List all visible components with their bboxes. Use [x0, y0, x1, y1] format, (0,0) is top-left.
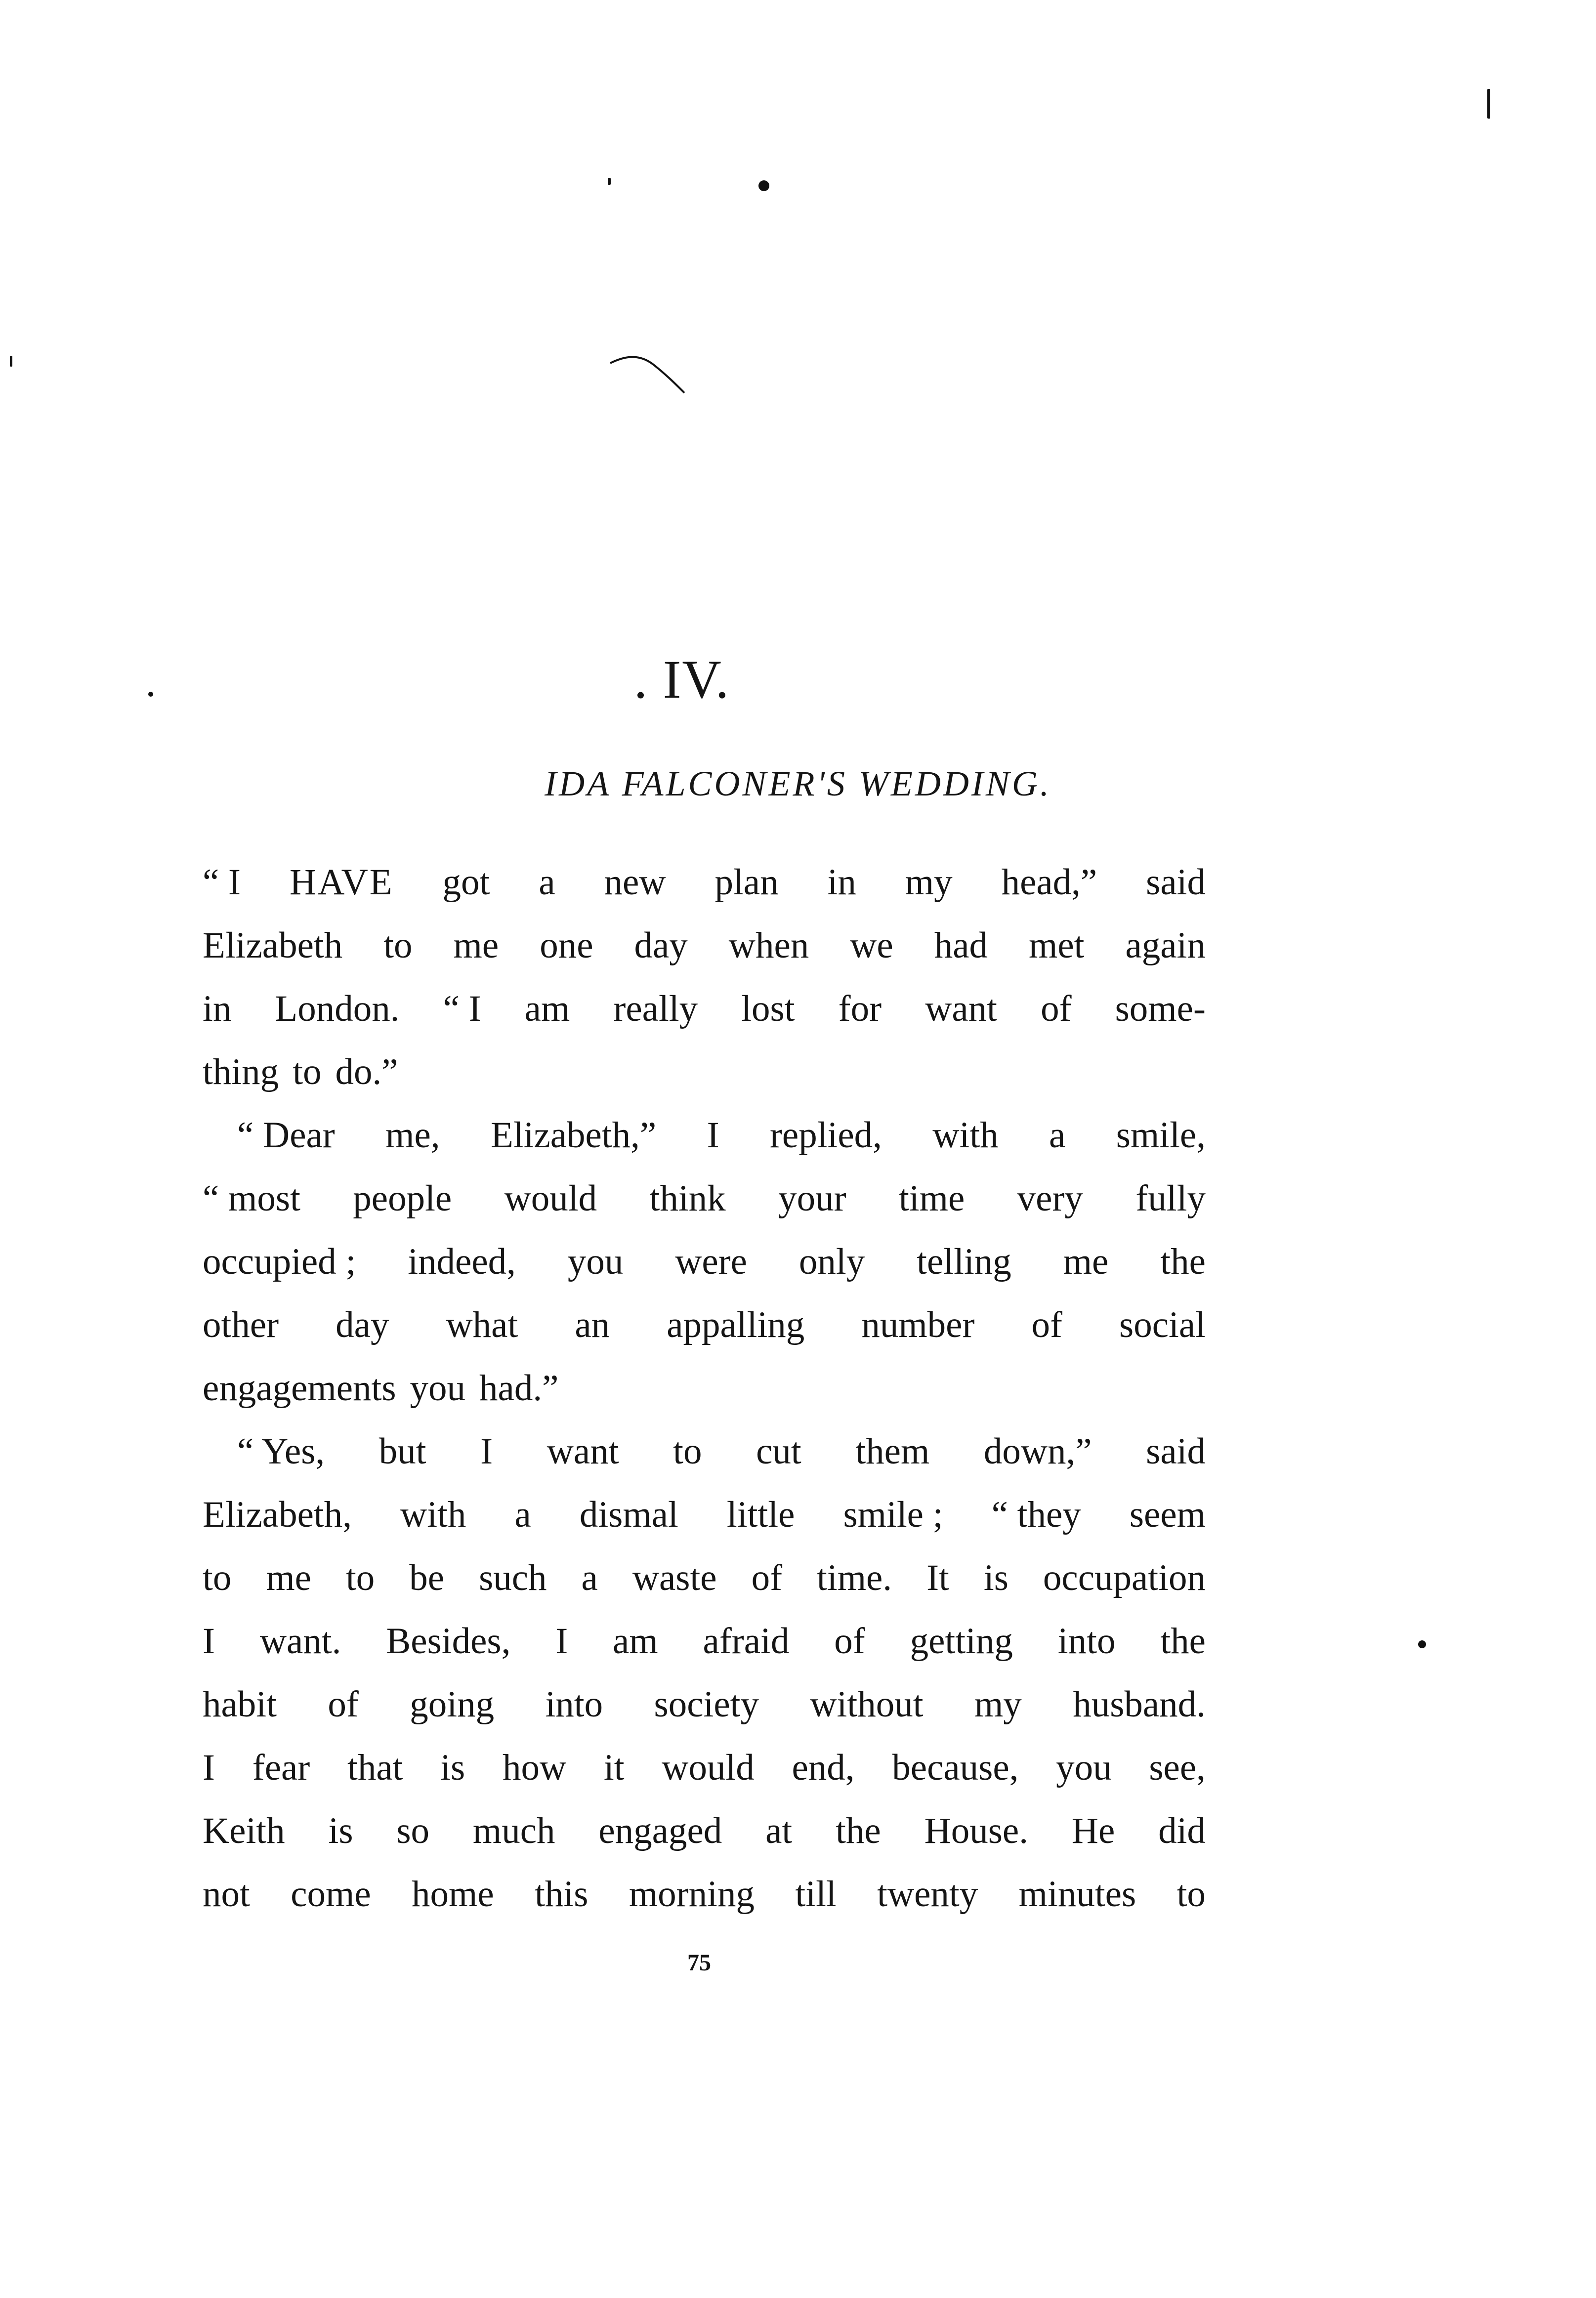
word: only — [798, 1241, 865, 1282]
text-line — [237, 1433, 1206, 1477]
text-line — [203, 990, 1206, 1035]
word: smile, — [1116, 1115, 1206, 1156]
text-line — [203, 1686, 1206, 1730]
word: had — [934, 925, 988, 966]
text-line — [203, 1306, 1206, 1351]
text-line — [203, 864, 1206, 908]
word: much — [472, 1810, 555, 1851]
word: Elizabeth — [203, 925, 343, 966]
word: head,” — [1001, 862, 1097, 903]
word: “ I — [203, 862, 241, 903]
text-line — [203, 1749, 1206, 1794]
word: little — [726, 1494, 795, 1535]
word: time — [898, 1178, 965, 1219]
word: this — [535, 1874, 588, 1915]
text-line — [203, 1559, 1206, 1604]
text-line — [203, 1812, 1206, 1857]
word: thing — [203, 1051, 279, 1092]
text-line — [203, 1180, 1206, 1224]
word: that — [347, 1747, 403, 1788]
word: to — [383, 925, 413, 966]
print-mark-curve — [608, 346, 687, 400]
word: plan — [714, 862, 779, 903]
word: a — [1049, 1115, 1066, 1156]
word: so — [396, 1810, 430, 1851]
word: very — [1017, 1178, 1083, 1219]
word: end, — [792, 1747, 855, 1788]
word: till — [795, 1874, 837, 1915]
word: is — [440, 1747, 465, 1788]
word: fully — [1135, 1178, 1206, 1219]
word: with — [932, 1115, 999, 1156]
word: time. — [817, 1557, 892, 1598]
chapter-number: . IV. — [633, 649, 730, 710]
word: a — [539, 862, 555, 903]
word: of — [751, 1557, 783, 1598]
word: a — [581, 1557, 598, 1598]
word: am — [524, 988, 570, 1029]
word: some- — [1115, 988, 1206, 1029]
word: afraid — [703, 1621, 790, 1662]
word: to — [203, 1557, 232, 1598]
word: your — [778, 1178, 846, 1219]
word: of — [1031, 1304, 1062, 1345]
word: I — [480, 1431, 493, 1472]
word: appalling — [667, 1304, 805, 1345]
word: people — [353, 1178, 452, 1219]
word: come — [291, 1874, 371, 1915]
word: HAVE — [289, 862, 394, 903]
word: the — [836, 1810, 881, 1851]
word: with — [400, 1494, 466, 1535]
word: minutes — [1018, 1874, 1136, 1915]
word: husband. — [1073, 1684, 1206, 1725]
word: smile ; — [843, 1494, 943, 1535]
word: my — [974, 1684, 1022, 1725]
word: you — [1056, 1747, 1112, 1788]
word: me, — [385, 1115, 440, 1156]
word: down,” — [983, 1431, 1092, 1472]
word: society — [654, 1684, 759, 1725]
text-line — [203, 1370, 558, 1414]
text-line — [203, 1053, 398, 1098]
word: “ I — [443, 988, 481, 1029]
word: not — [203, 1874, 250, 1915]
word: day — [634, 925, 688, 966]
text-line — [203, 1623, 1206, 1667]
word: new — [604, 862, 666, 903]
word: Keith — [203, 1810, 285, 1851]
word: social — [1119, 1304, 1206, 1345]
word: of — [1041, 988, 1072, 1029]
word: habit — [203, 1684, 277, 1725]
word: Besides, — [386, 1621, 511, 1662]
word: cut — [756, 1431, 801, 1472]
word: you — [567, 1241, 624, 1282]
word: Elizabeth,” — [490, 1115, 657, 1156]
word: occupied ; — [203, 1241, 356, 1282]
text-line — [203, 927, 1206, 971]
word: were — [675, 1241, 747, 1282]
word: in — [827, 862, 856, 903]
word: of — [834, 1621, 865, 1662]
word: we — [850, 925, 893, 966]
word: because, — [892, 1747, 1019, 1788]
word: again — [1125, 925, 1206, 966]
word: to — [293, 1051, 322, 1092]
word: dismal — [579, 1494, 678, 1535]
word: to — [673, 1431, 702, 1472]
word: to — [1176, 1874, 1206, 1915]
word: number — [861, 1304, 975, 1345]
word: home — [412, 1874, 494, 1915]
word: I — [203, 1621, 215, 1662]
word: morning — [629, 1874, 755, 1915]
word: but — [378, 1431, 426, 1472]
word: met — [1028, 925, 1085, 966]
word: got — [442, 862, 490, 903]
word: seem — [1129, 1494, 1206, 1535]
word: would — [662, 1747, 755, 1788]
word: London. — [275, 988, 400, 1029]
word: would — [504, 1178, 597, 1219]
word: Elizabeth, — [203, 1494, 352, 1535]
word: what — [446, 1304, 518, 1345]
word: “ most — [203, 1178, 300, 1219]
word: at — [765, 1810, 793, 1851]
word: am — [613, 1621, 658, 1662]
word: lost — [741, 988, 795, 1029]
word: want — [546, 1431, 619, 1472]
word: fear — [252, 1747, 310, 1788]
word: me — [453, 925, 499, 966]
word: me — [266, 1557, 311, 1598]
word: said — [1146, 1431, 1206, 1472]
word: getting — [910, 1621, 1013, 1662]
ink-speck — [758, 180, 769, 191]
word: the — [1160, 1241, 1206, 1282]
word: occupation — [1043, 1557, 1206, 1598]
ink-speck — [10, 356, 12, 367]
word: indeed, — [408, 1241, 516, 1282]
word: into — [545, 1684, 603, 1725]
word: in — [203, 988, 232, 1029]
word: one — [540, 925, 593, 966]
word: really — [613, 988, 698, 1029]
word: think — [649, 1178, 726, 1219]
word: see, — [1149, 1747, 1206, 1788]
word: “ Dear — [237, 1115, 335, 1156]
text-line — [203, 1243, 1206, 1288]
ink-speck — [608, 178, 611, 185]
word: is — [328, 1810, 353, 1851]
word: want. — [259, 1621, 341, 1662]
word: day — [336, 1304, 389, 1345]
word: me — [1063, 1241, 1109, 1282]
word: it — [603, 1747, 625, 1788]
word: had.” — [479, 1368, 559, 1409]
word: into — [1057, 1621, 1116, 1662]
word: He — [1071, 1810, 1115, 1851]
word: the — [1160, 1621, 1206, 1662]
word: did — [1158, 1810, 1206, 1851]
word: replied, — [769, 1115, 882, 1156]
text-line — [237, 1117, 1206, 1161]
word: for — [838, 988, 882, 1029]
word: engaged — [598, 1810, 722, 1851]
word: is — [983, 1557, 1008, 1598]
word: said — [1146, 862, 1206, 903]
text-line — [203, 1876, 1206, 1920]
word: be — [409, 1557, 445, 1598]
word: engagements — [203, 1368, 396, 1409]
ink-speck — [148, 692, 153, 697]
word: do.” — [335, 1051, 398, 1092]
word: such — [479, 1557, 547, 1598]
page-number: 75 — [687, 1950, 711, 1976]
word: It — [926, 1557, 949, 1598]
word: how — [502, 1747, 567, 1788]
word: twenty — [877, 1874, 978, 1915]
word: a — [514, 1494, 531, 1535]
text-line — [203, 1496, 1206, 1541]
ink-speck — [1418, 1640, 1426, 1648]
ink-speck — [1487, 89, 1490, 119]
word: other — [203, 1304, 279, 1345]
chapter-title: IDA FALCONER'S WEDDING. — [545, 764, 1051, 803]
word: want — [925, 988, 997, 1029]
word: an — [575, 1304, 610, 1345]
word: “ they — [991, 1494, 1081, 1535]
word: of — [328, 1684, 359, 1725]
word: them — [855, 1431, 930, 1472]
word: my — [905, 862, 953, 903]
word: House. — [924, 1810, 1028, 1851]
word: I — [203, 1747, 215, 1788]
word: going — [410, 1684, 495, 1725]
word: to — [345, 1557, 375, 1598]
word: when — [728, 925, 809, 966]
word: you — [410, 1368, 466, 1409]
word: waste — [632, 1557, 717, 1598]
word: telling — [917, 1241, 1011, 1282]
word: I — [707, 1115, 719, 1156]
word: without — [810, 1684, 924, 1725]
word: I — [555, 1621, 568, 1662]
word: “ Yes, — [237, 1431, 325, 1472]
